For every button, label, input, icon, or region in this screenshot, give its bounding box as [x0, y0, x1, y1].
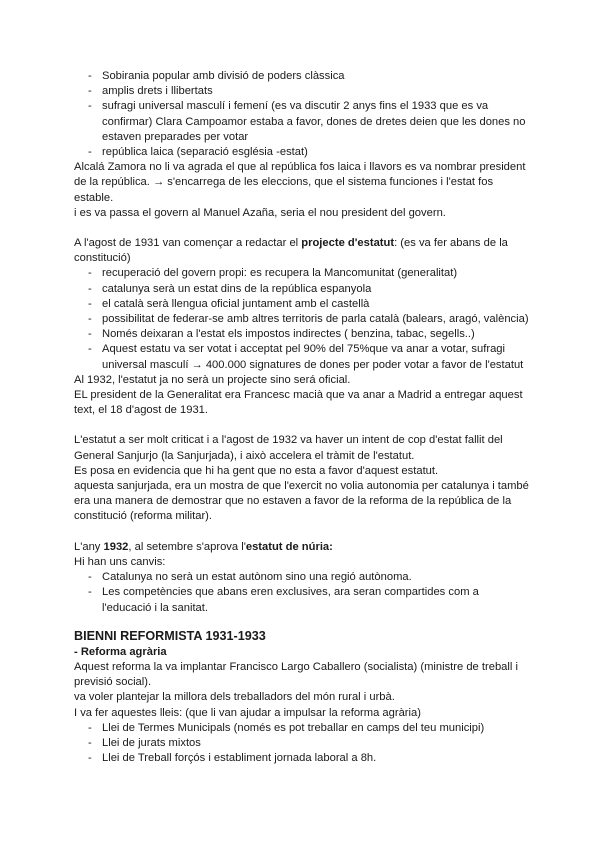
list-item: - el català serà llengua oficial juntament amb el castellà: [74, 297, 530, 312]
subsection-heading: - Reforma agrària: [74, 645, 167, 658]
list-item: - Llei de Termes Municipals (només es pot treballar en camps del teu municipi): [74, 721, 530, 736]
changes-list: [74, 570, 530, 616]
paragraph: Es posa en evidencia que hi ha gent que no esta a favor d'aquest estatut.: [74, 464, 439, 477]
bold-year: 1932: [103, 540, 129, 553]
paragraph: L'estatut a ser molt criticat i a l'agost de 1932 va haver un intent de cop d'estat fallit del General Sanjurjo (la Sanjurjada), i això accelera el tràmit de l'estatut.: [74, 434, 503, 462]
list-item: - possibilitat de federar-se amb altres territoris de parla català (balears, aragó, valència): [74, 312, 530, 327]
document-content: [74, 69, 530, 766]
paragraph: Hi han uns canvis:: [74, 555, 166, 568]
list-item: - república laica (separació església -estat): [74, 145, 530, 160]
paragraph: L'any 1932, al setembre s'aprova l'estatut de núria:: [74, 540, 333, 553]
paragraph: va voler plantejar la millora dels treballadors del món rural i urbà.: [74, 691, 395, 704]
section-heading: BIENNI REFORMISTA 1931-1933: [74, 628, 266, 643]
paragraph: Alcalá Zamora no li va agrada el que al república fos laica i llavors es va nombrar president de la república. → s'encarrega de les eleccions, que el sistema funciones i l'estat fos estable.: [74, 161, 526, 204]
bold-term: estatut de núria:: [245, 540, 333, 553]
list-item: - Sobirania popular amb divisió de poders clàssica: [74, 69, 530, 84]
laws-list: [74, 721, 530, 767]
paragraph: Aquest reforma la va implantar Francisco Largo Caballero (socialista) (ministre de treball i previsió social).: [74, 660, 518, 689]
list-item: - Llei de Treball forçós i establiment jornada laboral a 8h.: [74, 751, 530, 766]
paragraph: aquesta sanjurjada, era un mostra de que l'exercit no volia autonomia per catalunya i també era una manera de demostrar que no estaven a favor de la reforma de la república de la constitució (reforma militar).: [74, 480, 529, 523]
statute-project-list: [74, 266, 530, 372]
paragraph: Al 1932, l'estatut ja no serà un projecte sino será oficial.: [74, 373, 351, 386]
list-item: - Catalunya no serà un estat autònom sino una regió autònoma.: [74, 570, 530, 585]
list-item: - Les competències que abans eren exclusives, ara seran compartides com a l'educació i la sanitat.: [74, 585, 530, 615]
paragraph: I va fer aquestes lleis: (que li van ajudar a impulsar la reforma agrària): [74, 706, 421, 719]
paragraph: A l'agost de 1931 van començar a redactar el projecte d'estatut: (es va fer abans de la constitució): [74, 237, 508, 265]
list-item: - Aquest estatu va ser votat i acceptat pel 90% del 75%que va anar a votar, sufragi universal masculí → 400.000 signatures de dones per poder votar a favor de l'estatut: [74, 342, 530, 372]
list-item: - catalunya serà un estat dins de la república espanyola: [74, 282, 530, 297]
list-item: - amplis drets i llibertats: [74, 84, 530, 99]
bold-term: projecte d'estatut: [301, 237, 395, 250]
list-item: - recuperació del govern propi: es recupera la Mancomunitat (generalitat): [74, 266, 530, 281]
paragraph: EL president de la Generalitat era Francesc macià que va anar a Madrid a entregar aquest text, el 18 d'agost de 1931.: [74, 389, 523, 417]
constitution-features-list: [74, 69, 530, 160]
list-item: - Només deixaran a l'estat els impostos indirectes ( benzina, tabac, segells..): [74, 327, 530, 342]
list-item: - Llei de jurats mixtos: [74, 736, 530, 751]
list-item: - sufragi universal masculí i femení (es va discutir 2 anys fins el 1933 que es va confirmar) Clara Campoamor estaba a favor, dones de dretes deien que les dones no estaven preparades per votar: [74, 99, 530, 145]
paragraph: i es va passa el govern al Manuel Azaña, seria el nou president del govern.: [74, 206, 446, 219]
